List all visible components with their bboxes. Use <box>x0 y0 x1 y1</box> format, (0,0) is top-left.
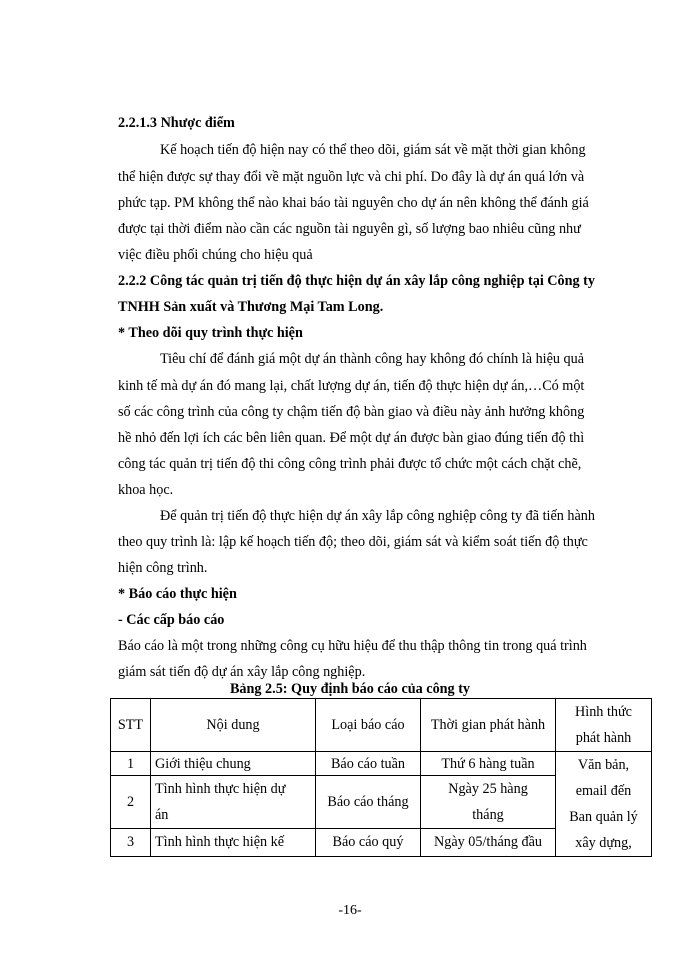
sub-heading-levels: - Các cấp báo cáo <box>118 612 225 628</box>
cell-time: Thứ 6 hàng tuần <box>421 752 556 776</box>
paragraph-line: khoa học. <box>118 482 174 498</box>
header-form-line2: phát hành <box>575 730 632 746</box>
paragraph-line: Tiêu chí để đánh giá một dự án thành công hay không đó chính là hiệu quả <box>160 351 585 367</box>
paragraph-line: việc điều phối chúng cho hiệu quả <box>118 247 313 263</box>
header-form <box>556 699 652 752</box>
cell-type: Báo cáo tuần <box>316 752 421 776</box>
form-line: xây dựng, <box>575 835 632 851</box>
cell-time <box>421 776 556 829</box>
paragraph-line: hề nhỏ đến lợi ích các bên liên quan. Để một dự án được bàn giao đúng tiến độ thì <box>118 430 585 446</box>
section-heading-222-cont: TNHH Sản xuất và Thương Mại Tam Long. <box>118 299 384 315</box>
section-heading-222: 2.2.2 Công tác quản trị tiến độ thực hiện dự án xây lắp công nghiệp tại Công ty <box>118 273 595 289</box>
cell-time: Ngày 05/tháng đầu <box>421 829 556 857</box>
header-stt: STT <box>111 699 151 752</box>
cell-form-merged <box>556 752 652 857</box>
cell-content <box>151 776 316 829</box>
cell-stt: 3 <box>111 829 151 857</box>
paragraph-line: phức tạp. PM không thể nào khai báo tài nguyên cho dự án nên không thể đánh giá <box>118 195 589 211</box>
paragraph-line: Báo cáo là một trong những công cụ hữu hiệu để thu thập thông tin trong quá trình <box>118 638 587 654</box>
paragraph-line: thể hiện được sự thay đổi về mặt nguồn lực và chi phí. Do đây là dự án quá lớn và <box>118 169 585 185</box>
paragraph-line: giám sát tiến độ dự án xây lắp công nghiệp. <box>118 664 366 680</box>
page-number: -16- <box>338 903 362 918</box>
cell-content-line2: án <box>155 807 169 823</box>
paragraph-line: số các công trình của công ty chậm tiến độ bàn giao và điều này ảnh hưởng không <box>118 404 585 420</box>
paragraph-line: công tác quản trị tiến độ thi công công trình phải được tổ chức một cách chặt chẽ, <box>118 456 582 472</box>
form-line: email đến <box>575 783 632 799</box>
cell-stt: 1 <box>111 752 151 776</box>
cell-content-line1: Tình hình thực hiện dự <box>155 781 286 797</box>
section-heading-2213: 2.2.1.3 Nhược điểm <box>118 115 235 131</box>
table-caption: Bảng 2.5: Quy định báo cáo của công ty <box>229 681 471 697</box>
cell-content: Tình hình thực hiện kế <box>151 829 316 857</box>
cell-time-line2: tháng <box>472 807 504 823</box>
cell-stt: 2 <box>111 776 151 829</box>
table-row <box>111 752 652 776</box>
paragraph-line: kinh tế mà dự án đó mang lại, chất lượng dự án, tiến độ thực hiện dự án,…Có một <box>118 378 585 394</box>
paragraph-line: theo quy trình là: lập kế hoạch tiến độ; theo dõi, giám sát và kiểm soát tiến độ thực <box>118 534 588 550</box>
paragraph-line: được tại thời điểm nào cần các nguồn tài nguyên gì, số lượng bao nhiêu cũng như <box>118 221 581 237</box>
header-content: Nội dung <box>151 699 316 752</box>
paragraph-line: Kế hoạch tiến độ hiện nay có thể theo dõi, giám sát về mặt thời gian không <box>160 142 586 158</box>
report-regulation-table <box>110 698 652 857</box>
header-form-line1: Hình thức <box>575 704 632 720</box>
header-time: Thời gian phát hành <box>421 699 556 752</box>
paragraph-line: Để quản trị tiến độ thực hiện dự án xây lắp công nghiệp công ty đã tiến hành <box>160 508 595 524</box>
sub-heading-tracking: * Theo dõi quy trình thực hiện <box>118 325 303 341</box>
header-type: Loại báo cáo <box>316 699 421 752</box>
cell-type: Báo cáo tháng <box>316 776 421 829</box>
paragraph-line: hiện công trình. <box>118 560 208 576</box>
form-line: Ban quản lý <box>569 809 638 825</box>
cell-type: Báo cáo quý <box>316 829 421 857</box>
form-line: Văn bản, <box>577 757 630 773</box>
cell-content: Giới thiệu chung <box>151 752 316 776</box>
cell-time-line1: Ngày 25 hàng <box>448 781 528 797</box>
table-header-row <box>111 699 652 752</box>
sub-heading-report: * Báo cáo thực hiện <box>118 586 237 602</box>
